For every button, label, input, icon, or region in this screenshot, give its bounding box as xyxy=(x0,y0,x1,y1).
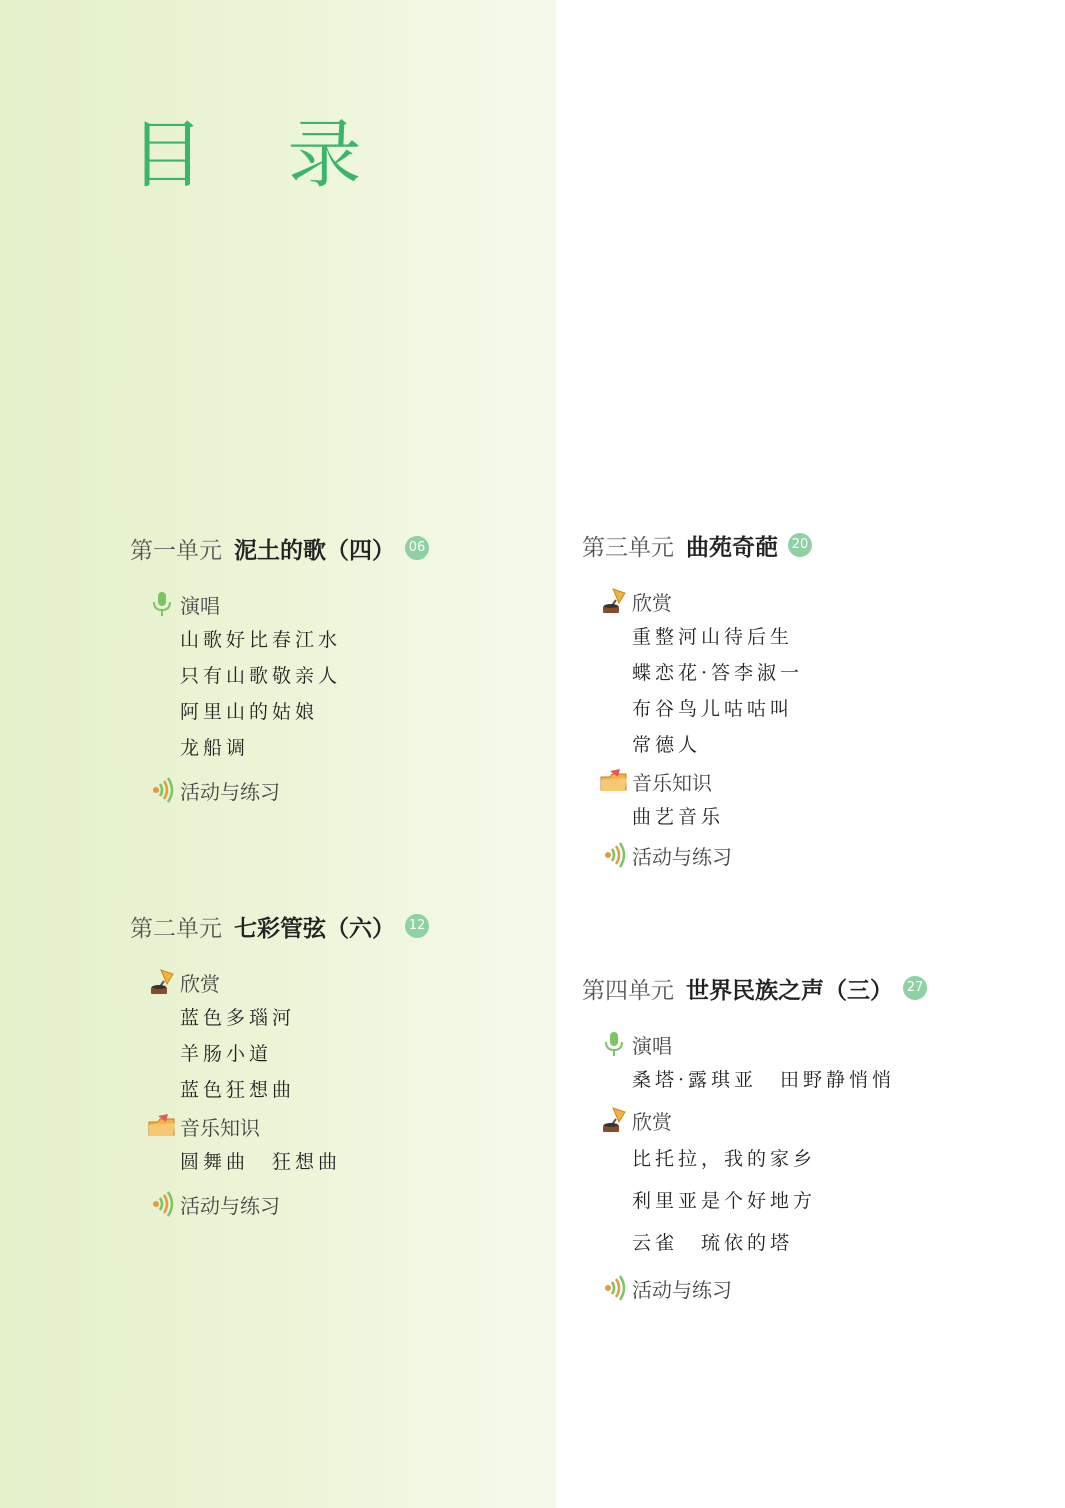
gramophone-icon xyxy=(600,587,628,615)
song-item[interactable]: 比托拉，我的家乡 xyxy=(632,1148,817,1170)
song-item[interactable]: 蓝色狂想曲 xyxy=(180,1079,296,1101)
section-activity xyxy=(582,837,812,873)
unit-number: 第四单元 xyxy=(582,977,674,1004)
section-activity xyxy=(130,1186,429,1222)
song-item[interactable]: 桑塔·露琪亚 田野静悄悄 xyxy=(632,1069,896,1091)
microphone-icon xyxy=(600,1030,628,1058)
category-label: 欣赏 xyxy=(632,1109,672,1134)
song-item[interactable]: 圆舞曲 狂想曲 xyxy=(180,1151,342,1173)
category-label[interactable]: 活动与练习 xyxy=(180,1193,280,1218)
song-item[interactable]: 常德人 xyxy=(632,734,702,756)
gramophone-icon xyxy=(600,1106,628,1134)
unit-title[interactable]: 世界民族之声（三） xyxy=(686,977,893,1004)
unit-number: 第一单元 xyxy=(130,537,222,564)
section-activity xyxy=(130,772,429,808)
song-item[interactable]: 利里亚是个好地方 xyxy=(632,1190,817,1212)
music-folder-icon xyxy=(148,1112,176,1140)
category-label: 音乐知识 xyxy=(180,1115,260,1140)
section-listen xyxy=(582,583,812,763)
song-item[interactable]: 阿里山的姑娘 xyxy=(180,701,319,723)
category-label[interactable]: 活动与练习 xyxy=(632,844,732,869)
gramophone-icon xyxy=(148,968,176,996)
song-item[interactable]: 重整河山待后生 xyxy=(632,626,794,648)
sound-waves-icon xyxy=(600,841,628,869)
category-label[interactable]: 活动与练习 xyxy=(632,1277,732,1302)
unit-heading xyxy=(130,910,429,942)
song-item[interactable]: 曲艺音乐 xyxy=(632,806,725,828)
sound-waves-icon xyxy=(148,776,176,804)
section-sing xyxy=(582,1026,927,1098)
page-number-badge: 27 xyxy=(903,976,927,1000)
section-activity xyxy=(582,1270,927,1306)
unit-title[interactable]: 泥土的歌（四） xyxy=(234,537,395,564)
category-label: 音乐知识 xyxy=(632,770,712,795)
unit-1 xyxy=(130,532,429,808)
unit-4 xyxy=(582,972,927,1306)
page-number-badge: 12 xyxy=(405,914,429,938)
unit-2 xyxy=(130,910,429,1222)
section-knowledge xyxy=(130,1108,429,1180)
song-item[interactable]: 羊肠小道 xyxy=(180,1043,273,1065)
microphone-icon xyxy=(148,590,176,618)
unit-title[interactable]: 七彩管弦（六） xyxy=(234,915,395,942)
unit-number: 第二单元 xyxy=(130,915,222,942)
song-item[interactable]: 蓝色多瑙河 xyxy=(180,1007,296,1029)
song-item[interactable]: 云雀 琉依的塔 xyxy=(632,1232,794,1254)
sound-waves-icon xyxy=(148,1190,176,1218)
category-label: 欣赏 xyxy=(632,590,672,615)
section-listen xyxy=(582,1102,927,1264)
unit-heading xyxy=(582,529,812,561)
unit-heading xyxy=(582,972,927,1004)
category-label: 演唱 xyxy=(180,593,220,618)
page-number-badge: 06 xyxy=(405,536,429,560)
song-item[interactable]: 蝶恋花·答李淑一 xyxy=(632,662,804,684)
unit-heading xyxy=(130,532,429,564)
unit-title[interactable]: 曲苑奇葩 xyxy=(686,534,778,561)
page-title: 目 录 xyxy=(130,112,392,198)
category-label: 欣赏 xyxy=(180,971,220,996)
category-label[interactable]: 活动与练习 xyxy=(180,779,280,804)
song-item[interactable]: 只有山歌敬亲人 xyxy=(180,665,342,687)
song-item[interactable]: 山歌好比春江水 xyxy=(180,629,342,651)
song-item[interactable]: 布谷鸟儿咕咕叫 xyxy=(632,698,794,720)
section-listen xyxy=(130,964,429,1108)
unit-3 xyxy=(582,529,812,873)
section-knowledge xyxy=(582,763,812,835)
music-folder-icon xyxy=(600,767,628,795)
sound-waves-icon xyxy=(600,1274,628,1302)
song-item[interactable]: 龙船调 xyxy=(180,737,250,759)
section-sing xyxy=(130,586,429,766)
category-label: 演唱 xyxy=(632,1033,672,1058)
page-number-badge: 20 xyxy=(788,533,812,557)
unit-number: 第三单元 xyxy=(582,534,674,561)
